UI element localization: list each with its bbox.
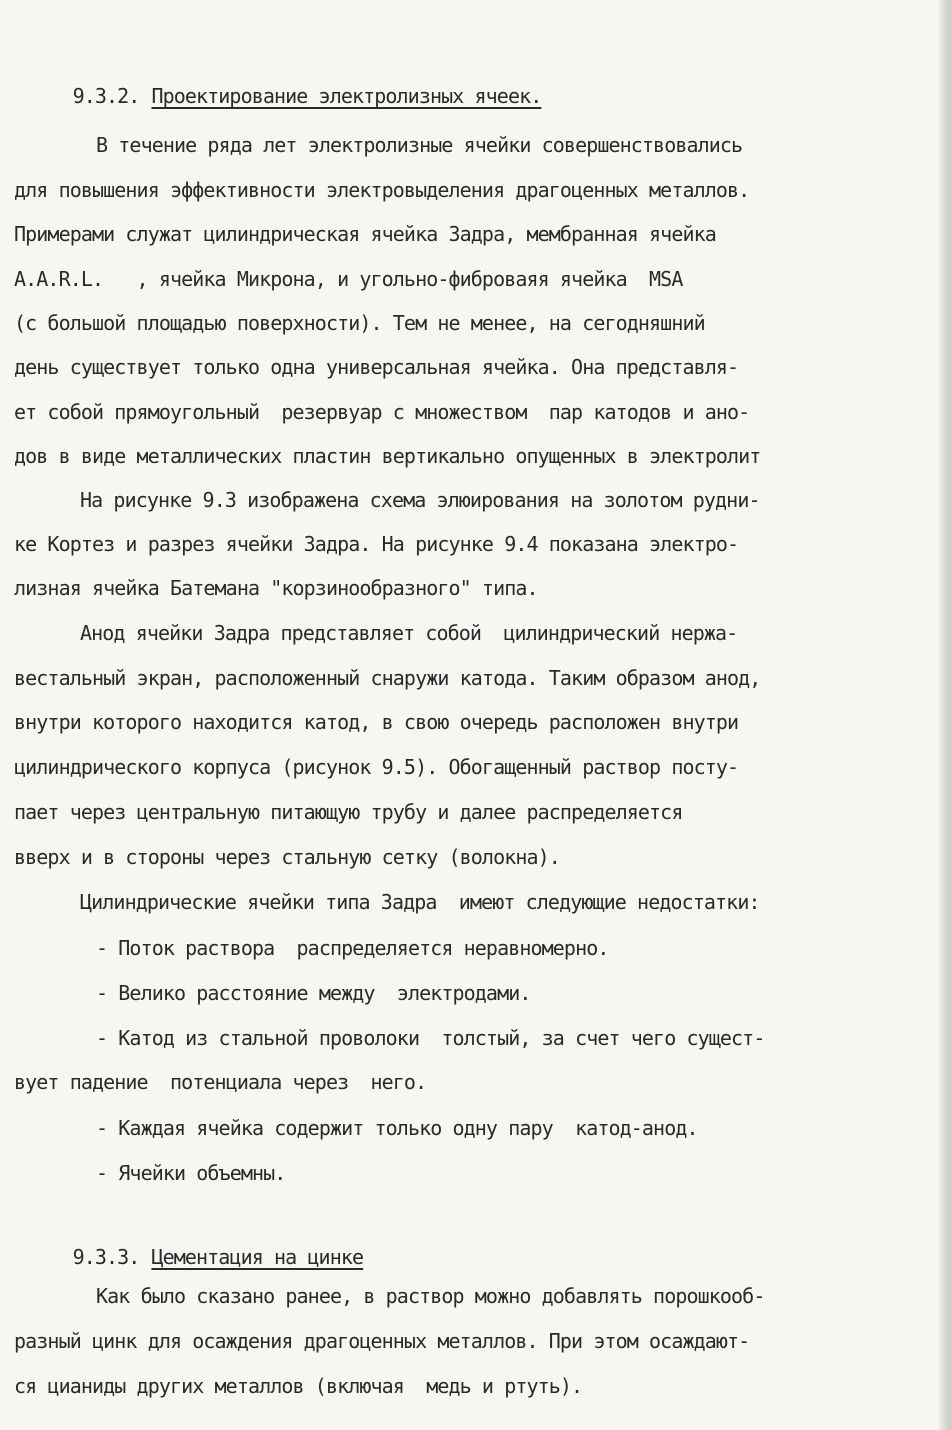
text-line: вестальный экран, расположенный снаружи катода. Таким образом анод, (14, 666, 761, 690)
text-line: (с большой площадью поверхности). Тем не менее, на сегодняшний (14, 311, 705, 335)
section-number: 9.3.3. (72, 1245, 140, 1269)
section-title: Цементация на цинке (151, 1245, 364, 1269)
text-line: Цилиндрические ячейки типа Задра имеют следующие недостатки: (80, 890, 760, 914)
list-item: - Катод из стальной проволоки толстый, за счет чего сущест- (96, 1026, 765, 1050)
text-line: день существует только одна универсальная ячейка. Она представля- (14, 355, 739, 379)
text-line: вует падение потенциала через него. (14, 1070, 427, 1094)
list-item: - Поток раствора распределяется неравномерно. (96, 936, 609, 960)
text-line: ся цианиды других металлов (включая медь и ртуть). (14, 1374, 583, 1398)
text-line: пает через центральную питающую трубу и далее распределяется (14, 800, 683, 824)
list-item: - Ячейки объемны. (96, 1161, 286, 1185)
text-line: дов в виде металлических пластин вертикально опущенных в электролит (14, 444, 761, 468)
section-heading (28, 54, 921, 108)
text-line: Анод ячейки Задра представляет собой цилиндрический нержа- (80, 621, 738, 645)
list-item: - Велико расстояние между электродами. (96, 981, 531, 1005)
list-item: - Каждая ячейка содержит только одну пару катод-анод. (96, 1116, 698, 1140)
text-line: Примерами служат цилиндрическая ячейка Задра, мембранная ячейка (14, 222, 716, 246)
text-line: лизная ячейка Батемана "корзинообразного" типа. (14, 576, 538, 600)
section-heading (28, 1215, 921, 1269)
section-title: Проектирование электролизных ячеек. (151, 84, 542, 108)
text-line: вверх и в стороны через стальную сетку (волокна). (14, 845, 560, 869)
text-line: A.A.R.L. , ячейка Микрона, и угольно-фиброваяя ячейка MSA (14, 267, 683, 291)
text-line: разный цинк для осаждения драгоценных металлов. При этом осаждают- (14, 1329, 750, 1353)
text-line: ке Кортез и разрез ячейки Задра. На рисунке 9.4 показана электро- (14, 532, 739, 556)
section-number: 9.3.2. (72, 84, 140, 108)
text-line: цилиндрического корпуса (рисунок 9.5). Обогащенный раствор посту- (14, 755, 739, 779)
text-line: ет собой прямоугольный резервуар с множеством пар катодов и ано- (14, 400, 750, 424)
text-line: Как было сказано ранее, в раствор можно добавлять порошкооб- (96, 1284, 765, 1308)
text-line: На рисунке 9.3 изображена схема элюирования на золотом рудни- (80, 488, 760, 512)
page-edge-shadow (937, 0, 951, 1430)
text-line: для повышения эффективности электровыделения драгоценных металлов. (14, 178, 750, 202)
text-line: внутри которого находится катод, в свою очередь расположен внутри (14, 710, 739, 734)
text-line: В течение ряда лет электролизные ячейки совершенствовались (96, 133, 743, 157)
